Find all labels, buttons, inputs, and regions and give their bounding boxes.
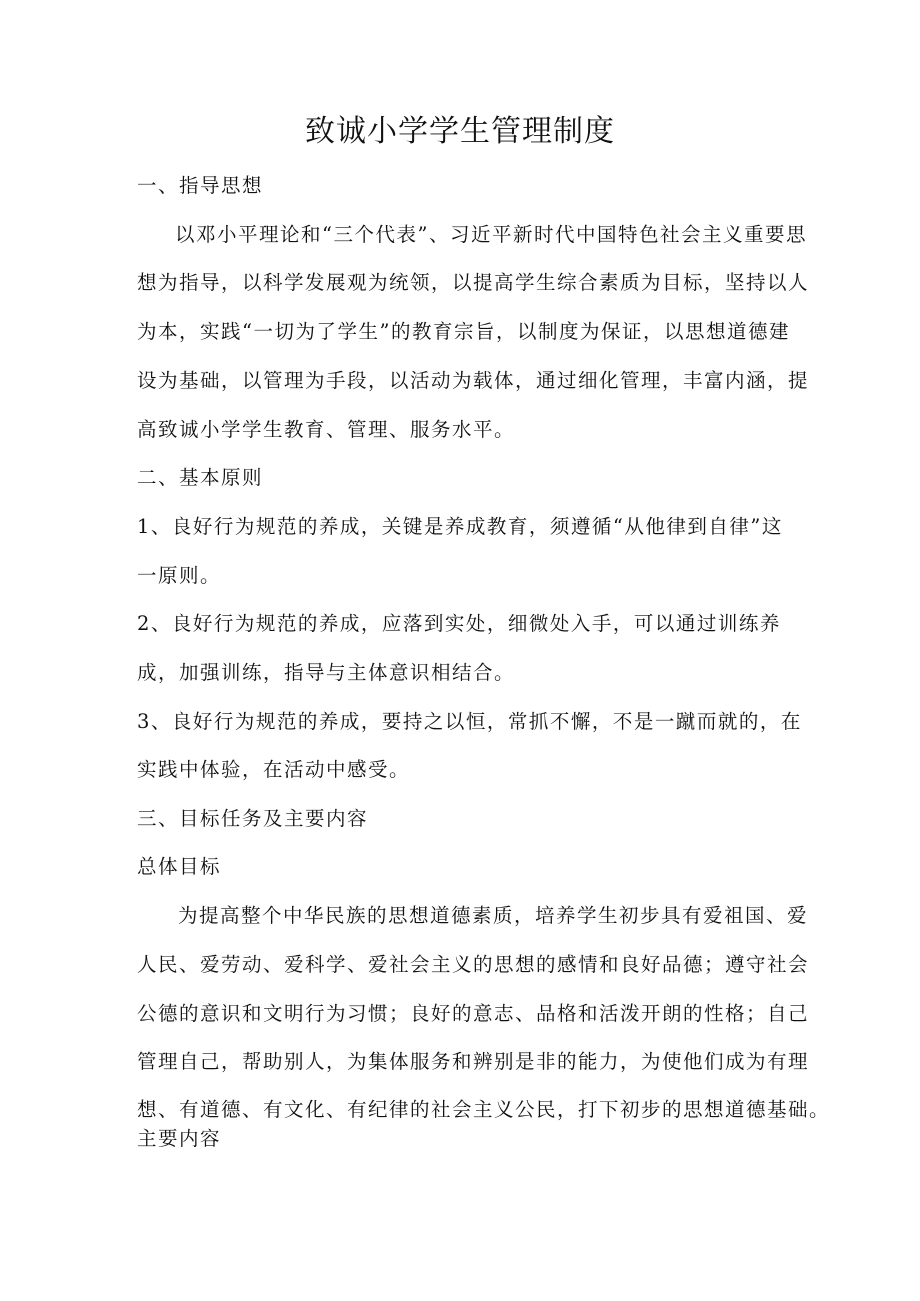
section-heading-objectives: 三、目标任务及主要内容 [137, 807, 369, 830]
paragraph-line: 以邓小平理论和“三个代表”、习近平新时代中国特色社会主义重要思 [175, 223, 807, 246]
paragraph-line: 管理自己，帮助别人，为集体服务和辨别是非的能力，为使他们成为有理 [137, 1050, 810, 1073]
principle-line: 3、良好行为规范的养成，要持之以恒，常抓不懈，不是一蹴而就的，在 [137, 710, 802, 733]
subheading-overall-goal: 总体目标 [137, 855, 222, 878]
paragraph-line: 高致诚小学学生教育、管理、服务水平。 [137, 418, 516, 441]
paragraph-line: 想、有道德、有文化、有纪律的社会主义公民，打下初步的思想道德基础。 [137, 1098, 831, 1121]
paragraph-line: 公德的意识和文明行为习惯；良好的意志、品格和活泼开朗的性格；自己 [137, 1002, 810, 1025]
paragraph-line: 为提高整个中华民族的思想道德素质，培养学生初步具有爱祖国、爱 [178, 904, 809, 927]
principle-line: 成，加强训练，指导与主体意识相结合。 [137, 661, 516, 684]
section-heading-guiding-thought: 一、指导思想 [137, 174, 264, 197]
principle-line: 1、良好行为规范的养成，关键是养成教育，须遵循“从他律到自律”这 [137, 515, 783, 538]
subheading-main-content: 主要内容 [137, 1127, 222, 1150]
principle-line: 实践中体验，在活动中感受。 [137, 758, 411, 781]
principle-line: 一原则。 [137, 564, 222, 587]
paragraph-line: 设为基础，以管理为手段，以活动为载体，通过细化管理，丰富内涵，提 [137, 369, 810, 392]
document-title: 致诚小学学生管理制度 [305, 114, 615, 149]
paragraph-line: 想为指导，以科学发展观为统领，以提高学生综合素质为目标，坚持以人 [137, 271, 810, 294]
principle-line: 2、良好行为规范的养成，应落到实处，细微处入手，可以通过训练养 [137, 612, 781, 635]
paragraph-line: 为本，实践“一切为了学生”的教育宗旨，以制度为保证，以思想道德建 [137, 320, 790, 343]
paragraph-line: 人民、爱劳动、爱科学、爱社会主义的思想的感情和良好品德；遵守社会 [137, 953, 810, 976]
section-heading-basic-principles: 二、基本原则 [137, 466, 264, 489]
